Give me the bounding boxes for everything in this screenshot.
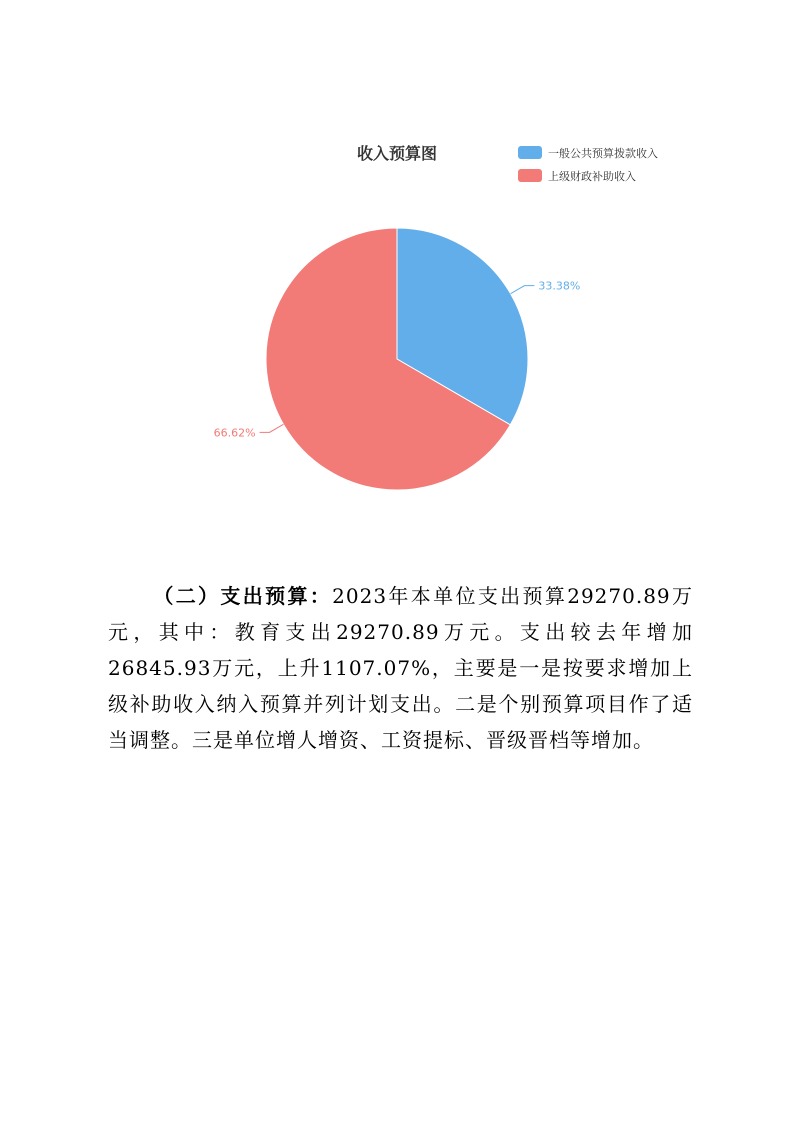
pie-chart-svg [0, 0, 793, 520]
pie-label-line-2 [260, 424, 284, 432]
chart-legend [518, 146, 658, 183]
pie-data-label-1: 33.38% [538, 279, 581, 293]
income-budget-pie-chart [0, 0, 793, 520]
pie-data-label-2: 66.62% [213, 426, 256, 440]
chart-title: 收入预算图 [356, 144, 438, 163]
section-body: 2023年本单位支出预算29270.89万元，其中：教育支出29270.89万元。支出较去年增加26845.93万元，上升1107.07%，主要是一是按要求增加上级补助收入纳入预算并列计划支出。二是个别预算项目作了适当调整。三是单位增人增资、工资提标、晋级晋档等增加。 [108, 584, 694, 752]
expenditure-budget-paragraph [108, 578, 693, 758]
pie-label-line-1 [511, 286, 535, 294]
legend-label-2: 上级财政补助收入 [548, 170, 636, 183]
pie-slices [266, 228, 528, 490]
section-heading: （二）支出预算： [152, 584, 333, 608]
legend-swatch-2 [518, 169, 542, 182]
legend-label-1: 一般公共预算拨款收入 [548, 147, 658, 160]
legend-swatch-1 [518, 146, 542, 159]
